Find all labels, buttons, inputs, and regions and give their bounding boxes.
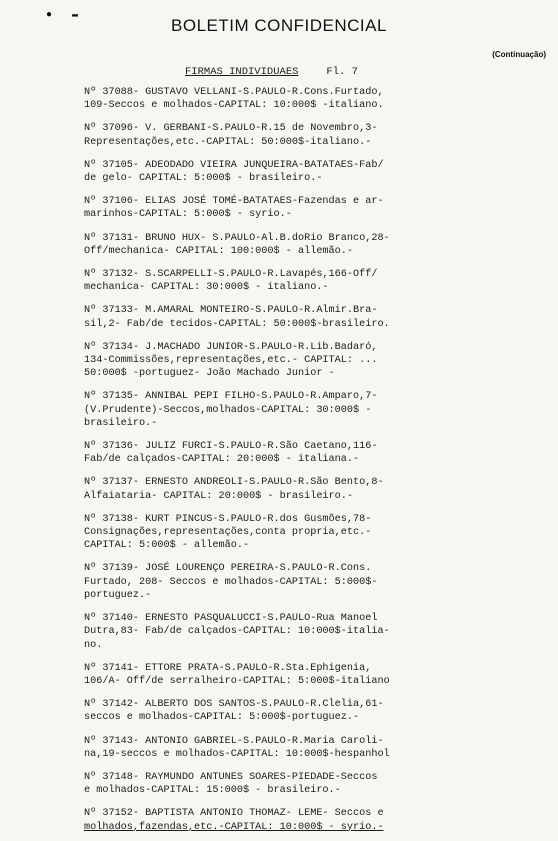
entry: [84, 476, 434, 502]
entry: [84, 390, 434, 430]
entry-line: Nº 37152- BAPTISTA ANTONIO THOMAZ- LEME- Seccos e: [84, 808, 384, 820]
section-label: FIRMAS INDIVIDUAES: [185, 66, 299, 78]
entry-line: molhados,fazendas,etc.-CAPITAL: 10:000$ - syrio.-: [84, 821, 384, 833]
document-title: BOLETIM CONFIDENCIAL: [171, 16, 387, 35]
entry-line: Consignações,representações,conta propria,etc.-: [84, 527, 372, 539]
entry-line: Nº 37148- RAYMUNDO ANTUNES SOARES-PIEDADE-Seccos: [84, 771, 378, 783]
entry-line: Off/mechanica- CAPITAL: 100:000$ - allemão.-: [84, 245, 353, 257]
entry-line: 109-Seccos e molhados-CAPITAL: 10:000$ -italiano.: [84, 100, 384, 112]
entries-list: [84, 86, 434, 834]
entry: [84, 341, 434, 381]
entry: [84, 232, 434, 258]
entry-line: Nº 37106- ELIAS JOSÉ TOMÉ-BATATAES-Fazendas e ar-: [84, 196, 384, 208]
entry: [84, 612, 434, 652]
entry-line: na,19-seccos e molhados-CAPITAL: 10:000$-hespanhol: [84, 748, 390, 760]
entry-line: Representações,etc.-CAPITAL: 50:000$-italiano.-: [84, 136, 372, 148]
entry-line: seccos e molhados-CAPITAL: 5:000$-portuguez.-: [84, 712, 360, 724]
entry-line: Fab/de calçados-CAPITAL: 20:000$ - italiana.-: [84, 454, 360, 466]
entry-line: CAPITAL: 5:000$ - allemão.-: [84, 540, 250, 552]
entry-line: Nº 37136- JULIZ FURCI-S.PAULO-R.São Caetano,116-: [84, 441, 378, 453]
entry: [84, 807, 434, 833]
entry-line: Furtado, 208- Seccos e molhados-CAPITAL: 5:000$-: [84, 576, 378, 588]
entry: [84, 771, 434, 797]
mark-dash-icon: ▬: [72, 10, 79, 21]
entry: [84, 159, 434, 185]
entry-line: brasileiro.-: [84, 417, 158, 429]
entry-line: Nº 37141- ETTORE PRATA-S.PAULO-R.Sta.Ephigenia,: [84, 662, 372, 674]
entry-line: Nº 37131- BRUNO HUX- S.PAULO-Al.B.doRio Branco,28-: [84, 232, 390, 244]
entry: [84, 122, 434, 148]
entry: [84, 562, 434, 602]
entry-line: Nº 37140- ERNESTO PASQUALUCCI-S.PAULO-Rua Manoel: [84, 613, 378, 625]
entry-line: Nº 37135- ANNIBAL PEPI FILHO-S.PAULO-R.Amparo,7-: [84, 391, 378, 403]
entry-line: 50:000$ -portuguez- João Machado Junior -: [84, 368, 335, 380]
entry-line: Nº 37133- M.AMARAL MONTEIRO-S.PAULO-R.Almir.Bra-: [84, 305, 378, 317]
entry-line: de gelo- CAPITAL: 5:000$ - brasileiro.-: [84, 173, 323, 185]
entry-line: Nº 37137- ERNESTO ANDREOLI-S.PAULO-R.São Bento,8-: [84, 477, 384, 489]
entry-line: Nº 37088- GUSTAVO VELLANI-S.PAULO-R.Cons.Furtado,: [84, 87, 384, 98]
entry-line: e molhados-CAPITAL: 15:000$ - brasileiro.-: [84, 785, 341, 797]
entry: [84, 698, 434, 724]
entry: [84, 735, 434, 761]
entry: [84, 268, 434, 294]
entry-line: mechanica- CAPITAL: 30:000$ - italiano.-: [84, 282, 329, 294]
entry-line: Nº 37132- S.SCARPELLI-S.PAULO-R.Lavapés,166-Off/: [84, 269, 378, 281]
continuation-note: (Continuação): [492, 50, 546, 59]
entry: [84, 513, 434, 553]
page-label: Fl. 7: [326, 66, 358, 78]
entry: [84, 662, 434, 688]
entry-line: Nº 37105- ADEODADO VIEIRA JUNQUEIRA-BATATAES-Fab/: [84, 159, 384, 171]
entry-line: sil,2- Fab/de tecidos-CAPITAL: 50:000$-brasileiro.: [84, 318, 390, 330]
entry: [84, 195, 434, 221]
section-header: [185, 66, 358, 78]
entry-line: Nº 37142- ALBERTO DOS SANTOS-S.PAULO-R.Clelia,61-: [84, 699, 384, 711]
entry-line: Nº 37138- KURT PINCUS-S.PAULO-R.dos Gusmões,78-: [84, 513, 372, 525]
entry-line: Alfaiataria- CAPITAL: 20:000$ - brasileiro.-: [84, 490, 353, 502]
entry-line: 134-Commissões,representações,etc.- CAPITAL: ...: [84, 355, 378, 367]
entry-line: marinhos-CAPITAL: 5:000$ - syrio.-: [84, 209, 292, 221]
entry: [84, 440, 434, 466]
entry-line: (V.Prudente)-Seccos,molhados-CAPITAL: 30:000$ -: [84, 404, 372, 416]
entry-line: Nº 37096- V. GERBANI-S.PAULO-R.15 de Novembro,3-: [84, 123, 378, 135]
entry: [84, 304, 434, 330]
entry-line: Dutra,83- Fab/de calçados-CAPITAL: 10:000$-italia-: [84, 626, 390, 638]
mark-dot-icon: ●: [46, 10, 53, 21]
entry: [84, 86, 434, 112]
entry-line: 106/A- Off/de serralheiro-CAPITAL: 5:000$-italiano: [84, 675, 390, 687]
entry-line: Nº 37139- JOSÉ LOURENÇO PEREIRA-S.PAULO-R.Cons.: [84, 563, 372, 575]
entry-line: Nº 37143- ANTONIO GABRIEL-S.PAULO-R.Maria Caroli-: [84, 735, 384, 747]
entry-line: Nº 37134- J.MACHADO JUNIOR-S.PAULO-R.Lib.Badaró,: [84, 341, 378, 353]
entry-line: no.: [84, 639, 103, 651]
entry-line: portuguez.-: [84, 589, 152, 601]
